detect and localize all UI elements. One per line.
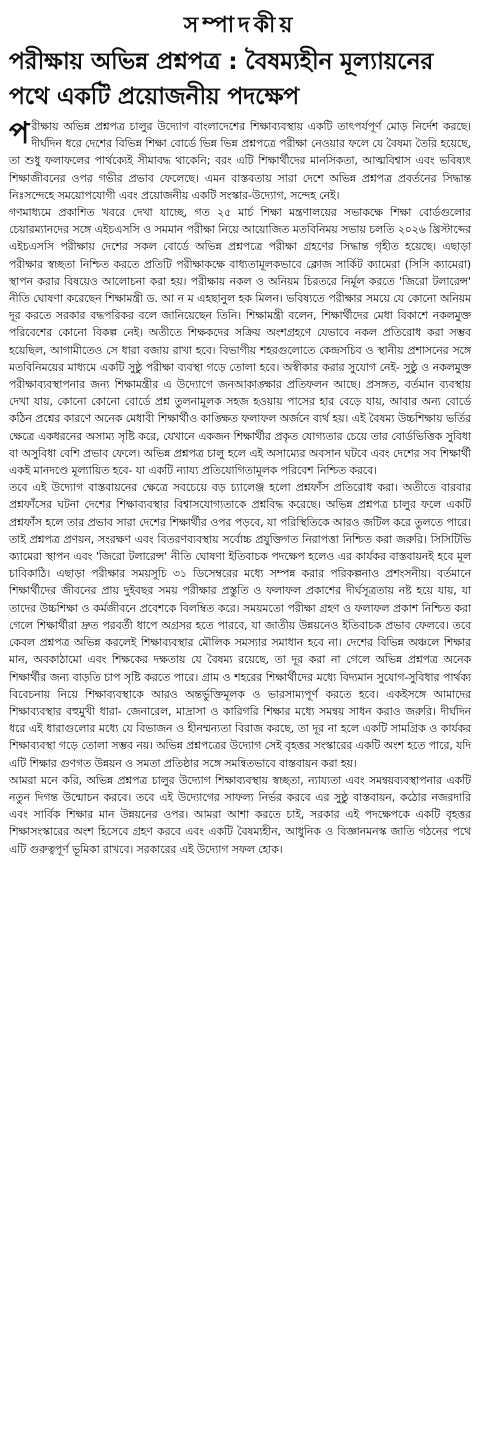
paragraph-challenges: তবে এই উদ্যোগ বাস্তবায়নের ক্ষেত্রে সবচেয়ে বড় চ্যালেঞ্জ হলো প্রশ্নফাঁস প্রতিরোধ করা। অতীতে বারবার প্রশ্নফাঁসের ঘটনা দেশের শিক্ষাব্যবস্থার বিশ্বাসযোগ্যতাকে প্রশ্নবিদ্ধ করেছে। অভিন্ন প্রশ্নপত্র চালুর ফলে একটি প্রশ্নফাঁস হলে তার প্রভাব সারা দেশের শিক্ষার্থীর ওপর পড়বে, যা পরিস্থিতিকে আরও জটিল করে তুলতে পারে। তাই প্রশ্নপত্র প্রণয়ন, সংরক্ষণ এবং বিতরণব্যবস্থায় সর্বোচ্চ প্রযুক্তিগত নিরাপত্তা নিশ্চিত করা জরুরি। সিসিটিভি ক্যামেরা স্থাপন এবং 'জিরো টলারেন্স' নীতি ঘোষণা ইতিবাচক পদক্ষেপ হলেও এর কার্যকর বাস্তবায়নই হবে মূল চাবিকাঠি। এছাড়া পরীক্ষার সময়সূচি ৩১ ডিসেম্বরের মধ্যে সম্পন্ন করার পরিকল্পনাও প্রশংসনীয়। বর্তমানে শিক্ষার্থীদের জীবনের প্রায় দুইবছর সময় পরীক্ষার প্রস্তুতি ও ফলাফল প্রকাশের দীর্ঘসূত্রতায় নষ্ট হয়ে যায়, যা তাদের উচ্চশিক্ষা ও কর্মজীবনে প্রবেশকে বিলম্বিত করে। সময়মতো পরীক্ষা গ্রহণ ও ফলাফল প্রকাশ নিশ্চিত করা গেলে শিক্ষার্থীরা দ্রুত পরবর্তী ধাপে অগ্রসর হতে পারবে, যা জাতীয় উন্নয়নেও ইতিবাচক প্রভাব ফেলবে। তবে কেবল প্রশ্নপত্র অভিন্ন করলেই শিক্ষাব্যবস্থার মৌলিক সমস্যার সমাধান হবে না। দেশের বিভিন্ন অঞ্চলে শিক্ষার মান, অবকাঠামো এবং শিক্ষকের দক্ষতায় যে বৈষম্য রয়েছে, তা দূর করা না গেলে অভিন্ন প্রশ্নপত্র অনেক শিক্ষার্থীর জন্য বাড়তি চাপ সৃষ্টি করতে পারে। গ্রাম ও শহরের শিক্ষার্থীদের মধ্যে বিদ্যমান সুযোগ-সুবিধার পার্থক্য বিবেচনায় নিয়ে শিক্ষাব্যবস্থাকে আরও অন্তর্ভুক্তিমূলক ও ভারসাম্যপূর্ণ করতে হবে। একইসঙ্গে আমাদের শিক্ষাব্যবস্থার বহুমুখী ধারা- জেনারেল, মাদ্রাসা ও কারিগরি শিক্ষার মধ্যে সমন্বয় সাধন করাও জরুরি। দীর্ঘদিন ধরে এই ধারাগুলোর মধ্যে যে বিভাজন ও হীনম্মন্যতা বিরাজ করছে, তা দূর না হলে একটি সামগ্রিক ও কার্যকর শিক্ষাব্যবস্থা গড়ে তোলা সম্ভব নয়। অভিন্ন প্রশ্নপত্রের উদ্যোগ সেই বৃহত্তর সংস্কারের একটি অংশ হতে পারে, যদি এটি শিক্ষার গুণগত উন্নয়ন ও সমতা প্রতিষ্ঠার সঙ্গে সমন্বিতভাবে বাস্তবায়ন করা হয়। [9, 481, 471, 770]
headline: পরীক্ষায় অভিন্ন প্রশ্নপত্র : বৈষম্যহীন মূল্যায়নের পথে একটি প্রয়োজনীয় পদক্ষেপ [9, 47, 433, 110]
drop-cap: প [9, 116, 30, 151]
section-title: সম্পাদকীয় [183, 12, 297, 38]
article-body [9, 118, 471, 858]
paragraph-news: গণমাধ্যমে প্রকাশিত খবরে দেখা যাচ্ছে, গত ২৫ মার্চ শিক্ষা মন্ত্রণালয়ের সভাকক্ষে শিক্ষা বোর্ডগুলোর চেয়ারম্যানদের সঙ্গে এইচএসসি ও সমমান পরীক্ষা নিয়ে আয়োজিত মতবিনিময় সভায় চলতি ২০২৬ খ্রিস্টাব্দের এইচএসসি পরীক্ষায় দেশের সকল বোর্ডে অভিন্ন প্রশ্নপত্রে পরীক্ষা গ্রহণের সিদ্ধান্ত গৃহীত হয়েছে। এছাড়া পরীক্ষার স্বচ্ছতা নিশ্চিত করতে প্রতিটি পরীক্ষাকক্ষে বাধ্যতামূলকভাবে ক্লোজ সার্কিট ক্যামেরা (সিসি ক্যামেরা) স্থাপন করার বিষয়েও আলোচনা করা হয়। পরীক্ষায় নকল ও অনিয়ম চিরতরে নির্মূল করতে 'জিরো টলারেন্স' নীতি ঘোষণা করেছেন শিক্ষামন্ত্রী ড. আ ন ম এহছানুল হক মিলন। ভবিষ্যতে পরীক্ষার সময়ে যে কোনো অনিয়ম দূর করতে সরকার বদ্ধপরিকর বলে জানিয়েছেন তিনি। শিক্ষামন্ত্রী বলেন, শিক্ষার্থীদের মেধা বিকাশে নকলমুক্ত পরিবেশের কোনো বিকল্প নেই। অতীতে শিক্ষকদের সক্রিয় অংশগ্রহণে যেভাবে নকল প্রতিরোধ করা সম্ভব হয়েছিল, আগামীতেও সে ধারা বজায় রাখা হবে। বিভাগীয় শহরগুলোতে কেন্দ্রসচিব ও স্থানীয় প্রশাসনের সঙ্গে মতবিনিময়ের মাধ্যমে একটি সুষ্ঠু পরীক্ষা ব্যবস্থা গড়ে তোলা হবে। অস্বীকার করার সুযোগ নেই- সুষ্ঠু ও নকলমুক্ত পরীক্ষাব্যবস্থাপনার জন্য শিক্ষামন্ত্রীর এ উদ্যোগে জনআকাঙ্ক্ষার প্রতিফলন আছে। প্রসঙ্গত, বর্তমান ব্যবস্থায় দেখা যায়, কোনো কোনো বোর্ডে প্রশ্ন তুলনামূলক সহজ হওয়ায় পাসের হার বেড়ে যায়, আবার অন্য বোর্ডে কঠিন প্রশ্নের কারণে অনেক মেধাবী শিক্ষার্থীও কাঙ্ক্ষিত ফলাফল অর্জনে ব্যর্থ হয়। এই বৈষম্য উচ্চশিক্ষায় ভর্তির ক্ষেত্রে একধরনের অসাম্য সৃষ্টি করে, যেখানে একজন শিক্ষার্থীর প্রকৃত যোগ্যতার চেয়ে তার বোর্ডভিত্তিক সুবিধা বা অসুবিধা বেশি প্রভাব ফেলে। অভিন্ন প্রশ্নপত্র চালু হলে এই অসাম্যের অবসান ঘটবে এবং দেশের সব শিক্ষার্থী একই মানদণ্ডে মূল্যায়িত হবে- যা একটি ন্যায্য প্রতিযোগিতামূলক পরিবেশ নিশ্চিত করবে। [9, 206, 471, 478]
paragraph-intro [9, 118, 471, 204]
paragraph-text: রীক্ষায় অভিন্ন প্রশ্নপত্র চালুর উদ্যোগ বাংলাদেশের শিক্ষাব্যবস্থায় একটি তাৎপর্যপূর্ণ মোড় নির্দেশ করছে। দীর্ঘদিন ধরে দেশের বিভিন্ন শিক্ষা বোর্ডে ভিন্ন ভিন্ন প্রশ্নপত্রে পরীক্ষা নেওয়ার ফলে যে বৈষম্য তৈরি হয়েছে, তা শুধু ফলাফলের পার্থক্যেই সীমাবদ্ধ থাকেনি; বরং এটি শিক্ষার্থীদের মানসিকতা, আত্মবিশ্বাস এবং ভবিষ্যৎ শিক্ষাজীবনের ওপর গভীর প্রভাব ফেলেছে। এমন বাস্তবতায় সারা দেশে অভিন্ন প্রশ্নপত্র প্রবর্তনের সিদ্ধান্ত নিঃসন্দেহে সময়োপযোগী এবং প্রয়োজনীয় একটি সংস্কার-উদ্যোগ, সন্দেহ নেই। [9, 120, 471, 202]
paragraph-conclusion: আমরা মনে করি, অভিন্ন প্রশ্নপত্র চালুর উদ্যোগ শিক্ষাব্যবস্থায় স্বচ্ছতা, ন্যায্যতা এবং সমন্বয়ব্যবস্থাপনার একটি নতুন দিগন্ত উন্মোচন করবে। তবে এই উদ্যোগের সাফল্য নির্ভর করবে এর সুষ্ঠু বাস্তবায়ন, কঠোর নজরদারি এবং সার্বিক শিক্ষার মান উন্নয়নের ওপর। আমরা আশা করতে চাই, সরকার এই পদক্ষেপকে একটি বৃহত্তর শিক্ষাসংস্কারের অংশ হিসেবে গ্রহণ করবে এবং একটি বৈষম্যহীন, আধুনিক ও বিজ্ঞানমনস্ক জাতি গঠনের পথে এটি গুরুত্বপূর্ণ ভূমিকা রাখবে। সরকারের এই উদ্যোগ সফল হোক। [9, 773, 471, 856]
